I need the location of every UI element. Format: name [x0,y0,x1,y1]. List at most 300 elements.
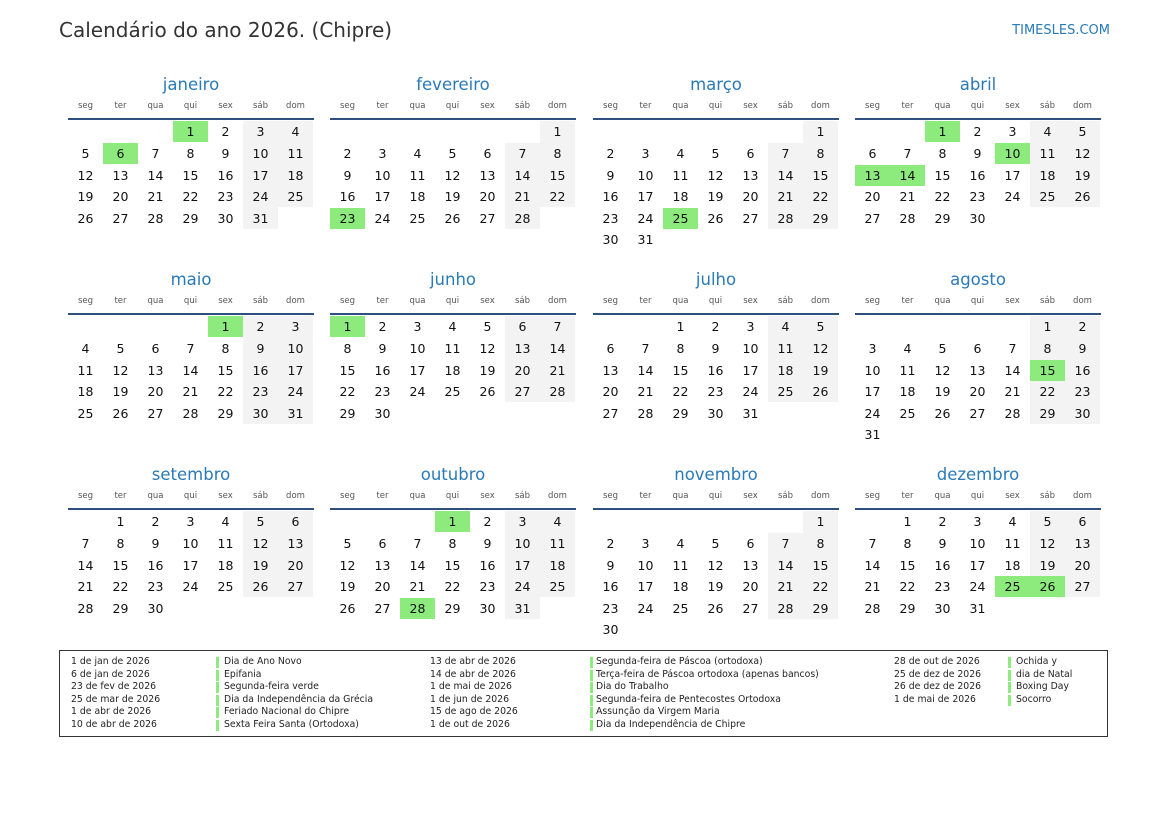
day-cell: 9 [606,167,615,183]
holiday-date: 15 de ago de 2026 [430,706,518,718]
day-cell: 3 [868,340,877,356]
day-cell: 29 [444,600,461,616]
weekday-label: sex [218,296,233,306]
day-cell: 22 [672,384,689,400]
weekday-header [68,294,314,308]
day-cell: 7 [781,145,790,161]
day-cell: 13 [969,362,986,378]
day-cell: 9 [221,145,230,161]
day-cell: 1 [1043,319,1052,335]
day-cell: 6 [746,535,755,551]
day-cell: 11 [409,167,426,183]
day-cell: 13 [479,167,496,183]
day-cell: 6 [606,340,615,356]
holiday-date: 1 de jan de 2026 [71,656,150,667]
weekday-label: dom [1073,101,1092,111]
day-cell: 21 [77,579,94,595]
day-cell: 29 [899,600,916,616]
day-cell: 15 [812,557,829,573]
month-days [855,511,1101,641]
weekday-label: seg [339,491,356,501]
holiday-day-cell: 1 [173,121,208,142]
day-cell: 15 [339,362,356,378]
day-cell: 10 [969,535,986,551]
holiday-color-marker [216,720,219,731]
weekday-label: ter [114,101,127,111]
month-divider [68,508,314,510]
weekday-label: sáb [252,101,269,111]
holiday-date: 23 de fev de 2026 [71,681,157,693]
month-days [68,316,314,446]
day-cell: 6 [291,514,300,530]
day-cell: 17 [514,557,531,573]
day-cell: 8 [903,535,912,551]
weekday-label: qui [183,296,198,306]
day-cell: 23 [969,189,986,205]
day-cell: 11 [287,145,304,161]
month-divider [855,118,1101,120]
day-cell: 10 [742,340,759,356]
holiday-date: 25 de mar de 2026 [71,693,161,705]
day-cell: 28 [182,405,199,421]
day-cell: 5 [256,514,265,530]
day-cell: 24 [1004,189,1021,205]
weekday-label: sáb [514,296,531,306]
weekday-label: ter [114,296,127,306]
weekday-label: seg [339,296,356,306]
day-cell: 12 [707,167,724,183]
day-cell: 17 [637,189,654,205]
weekday-label: seg [339,101,356,111]
day-cell: 18 [217,557,234,573]
day-cell: 30 [252,405,269,421]
day-cell: 20 [742,189,759,205]
weekday-header [593,489,839,503]
holiday-date: 14 de abr de 2026 [430,668,516,680]
weekday-header [593,294,839,308]
day-cell: 7 [1008,340,1017,356]
day-cell: 21 [899,189,916,205]
holiday-name: Feriado Nacional do Chipre [224,706,350,718]
day-cell: 12 [934,362,951,378]
day-cell: 5 [448,145,457,161]
day-cell: 13 [1074,535,1091,551]
day-cell: 22 [217,384,234,400]
day-cell: 14 [777,557,794,573]
day-cell: 21 [514,189,531,205]
day-cell: 26 [812,384,829,400]
day-cell: 30 [969,210,986,226]
day-cell: 2 [606,535,615,551]
day-cell: 10 [374,167,391,183]
day-cell: 27 [374,600,391,616]
month-days [330,316,576,446]
day-cell: 16 [252,362,269,378]
holiday-color-marker [590,695,593,706]
day-cell: 20 [112,189,129,205]
month-name: janeiro [162,75,220,94]
day-cell: 2 [938,514,947,530]
day-cell: 5 [1078,124,1087,140]
day-cell: 10 [864,362,881,378]
day-cell: 3 [256,124,265,140]
day-cell: 9 [256,340,265,356]
holiday-name: Dia da Independência da Grécia [224,693,374,705]
day-cell: 25 [1039,189,1056,205]
weekday-header [68,99,314,113]
day-cell: 2 [711,319,720,335]
weekday-label: qui [970,491,985,501]
holiday-day-cell: 25 [995,576,1030,597]
holiday-date: 1 de out de 2026 [430,718,510,730]
month-days [68,121,314,251]
day-cell: 9 [711,340,720,356]
day-cell: 21 [777,579,794,595]
day-cell: 7 [81,535,90,551]
day-cell: 17 [409,362,426,378]
day-cell: 12 [112,362,129,378]
day-cell: 7 [903,145,912,161]
day-cell: 17 [864,384,881,400]
weekday-header [855,489,1101,503]
holiday-color-marker [1008,657,1011,668]
day-cell: 3 [746,319,755,335]
day-cell: 2 [606,145,615,161]
weekday-label: dom [811,491,830,501]
weekday-label: sáb [777,491,794,501]
day-cell: 10 [409,340,426,356]
day-cell: 8 [343,340,352,356]
weekday-label: sáb [514,101,531,111]
month-name: outubro [420,465,486,484]
day-cell: 20 [514,362,531,378]
day-cell: 29 [182,210,199,226]
holiday-legend [59,650,1108,737]
holiday-color-marker [216,695,219,706]
day-cell: 30 [602,232,619,248]
holiday-name: Segunda-feira verde [224,681,319,693]
day-cell: 4 [448,319,457,335]
weekday-header [855,294,1101,308]
day-cell: 23 [147,579,164,595]
day-cell: 26 [934,405,951,421]
day-cell: 5 [483,319,492,335]
month-name: fevereiro [416,75,490,94]
day-cell: 30 [479,600,496,616]
day-cell: 2 [378,319,387,335]
day-cell: 1 [116,514,125,530]
day-cell: 9 [151,535,160,551]
day-cell: 12 [479,340,496,356]
weekday-label: sex [480,101,495,111]
day-cell: 13 [287,535,304,551]
month-name: abril [959,75,997,94]
day-cell: 11 [77,362,94,378]
day-cell: 10 [637,167,654,183]
day-cell: 11 [1004,535,1021,551]
holiday-name: Dia do Trabalho [596,681,669,693]
day-cell: 21 [777,189,794,205]
holiday-name: dia de Natal [1016,668,1073,680]
weekday-header [68,489,314,503]
holiday-name: Assunção da Virgem Maria [596,706,720,718]
site-link[interactable]: TIMESLES.COM [1012,23,1110,38]
day-cell: 8 [938,145,947,161]
weekday-label: qui [445,491,460,501]
day-cell: 5 [938,340,947,356]
day-cell: 16 [707,362,724,378]
day-cell: 19 [812,362,829,378]
holiday-date: 10 de abr de 2026 [71,718,157,730]
weekday-label: dom [548,101,567,111]
day-cell: 24 [252,189,269,205]
weekday-label: dom [811,296,830,306]
weekday-label: dom [286,296,305,306]
day-cell: 27 [864,210,881,226]
day-cell: 31 [252,210,269,226]
day-cell: 28 [1004,405,1021,421]
weekday-header [330,99,576,113]
day-cell: 12 [1039,535,1056,551]
holiday-day-cell: 10 [995,143,1030,164]
day-cell: 9 [378,340,387,356]
day-cell: 18 [1004,557,1021,573]
month-name: novembro [674,465,758,484]
day-cell: 25 [899,405,916,421]
day-cell: 22 [549,189,566,205]
day-cell: 24 [969,579,986,595]
day-cell: 3 [973,514,982,530]
day-cell: 6 [1078,514,1087,530]
weekday-label: ter [376,491,389,501]
day-cell: 14 [514,167,531,183]
day-cell: 5 [816,319,825,335]
weekday-label: qua [672,491,689,501]
day-cell: 1 [676,319,685,335]
day-cell: 24 [637,210,654,226]
holiday-name: Dia de Ano Novo [224,656,302,667]
day-cell: 26 [1074,189,1091,205]
weekday-label: qui [970,296,985,306]
weekday-label: seg [77,491,94,501]
day-cell: 8 [116,535,125,551]
weekday-label: qui [708,491,723,501]
month-days [855,121,1101,251]
day-cell: 1 [816,514,825,530]
day-cell: 14 [182,362,199,378]
day-cell: 29 [812,600,829,616]
holiday-color-marker [590,720,593,731]
weekday-label: qui [183,101,198,111]
day-cell: 19 [252,557,269,573]
holiday-date: 6 de jan de 2026 [71,668,150,680]
month-days [68,511,314,641]
day-cell: 3 [641,535,650,551]
day-cell: 4 [1008,514,1017,530]
day-cell: 11 [1039,145,1056,161]
weekday-label: dom [286,101,305,111]
day-cell: 17 [637,579,654,595]
day-cell: 24 [864,405,881,421]
month-name: setembro [151,465,231,484]
day-cell: 21 [147,189,164,205]
day-cell: 5 [711,535,720,551]
month-name: junho [429,270,477,289]
day-cell: 8 [221,340,230,356]
day-cell: 20 [479,189,496,205]
holiday-day-cell: 1 [330,316,365,337]
day-cell: 8 [676,340,685,356]
day-cell: 28 [777,210,794,226]
day-cell: 21 [182,384,199,400]
day-cell: 23 [1074,384,1091,400]
day-cell: 15 [444,557,461,573]
month-days [330,121,576,251]
day-cell: 26 [77,210,94,226]
day-cell: 31 [287,405,304,421]
weekday-label: sex [1005,491,1020,501]
day-cell: 18 [777,362,794,378]
holiday-color-marker [1008,670,1011,681]
weekday-label: ter [639,296,652,306]
day-cell: 14 [409,557,426,573]
day-cell: 18 [672,189,689,205]
day-cell: 4 [676,535,685,551]
day-cell: 10 [514,535,531,551]
day-cell: 14 [147,167,164,183]
month-divider [330,508,576,510]
day-cell: 6 [973,340,982,356]
holiday-day-cell: 25 [663,208,698,229]
day-cell: 11 [444,340,461,356]
day-cell: 15 [549,167,566,183]
holiday-day-cell: 28 [400,598,435,619]
weekday-label: qui [708,101,723,111]
day-cell: 27 [514,384,531,400]
weekday-label: qua [409,296,426,306]
weekday-label: sex [480,296,495,306]
day-cell: 19 [1039,557,1056,573]
day-cell: 23 [479,579,496,595]
day-cell: 19 [1074,167,1091,183]
day-cell: 3 [378,145,387,161]
weekday-label: dom [548,491,567,501]
day-cell: 4 [781,319,790,335]
month-divider [855,508,1101,510]
day-cell: 2 [483,514,492,530]
holiday-color-marker [216,707,219,718]
holiday-color-marker [216,682,219,693]
weekday-label: dom [548,296,567,306]
day-cell: 5 [81,145,90,161]
weekday-label: ter [376,101,389,111]
day-cell: 12 [812,340,829,356]
weekday-label: qua [934,491,951,501]
weekday-header [330,489,576,503]
day-cell: 29 [112,600,129,616]
day-cell: 15 [934,167,951,183]
day-cell: 8 [553,145,562,161]
day-cell: 21 [864,579,881,595]
weekday-label: sex [743,491,758,501]
day-cell: 22 [1039,384,1056,400]
day-cell: 13 [742,167,759,183]
holiday-date: 1 de mai de 2026 [430,681,512,693]
weekday-label: ter [639,491,652,501]
holiday-day-cell: 15 [1030,360,1065,381]
day-cell: 25 [777,384,794,400]
day-cell: 28 [77,600,94,616]
holiday-name: Dia da Independência de Chipre [596,718,746,730]
weekday-label: sex [1005,101,1020,111]
day-cell: 4 [553,514,562,530]
day-cell: 30 [217,210,234,226]
day-cell: 2 [256,319,265,335]
day-cell: 29 [217,405,234,421]
day-cell: 11 [899,362,916,378]
weekday-label: qua [934,296,951,306]
day-cell: 14 [549,340,566,356]
weekday-label: qui [183,491,198,501]
weekday-label: ter [639,101,652,111]
weekday-header [330,294,576,308]
holiday-day-cell: 13 [855,165,890,186]
holiday-day-cell: 23 [330,208,365,229]
day-cell: 16 [147,557,164,573]
day-cell: 14 [77,557,94,573]
day-cell: 18 [287,167,304,183]
day-cell: 31 [637,232,654,248]
day-cell: 26 [252,579,269,595]
day-cell: 21 [409,579,426,595]
holiday-name: Epifania [224,668,262,680]
day-cell: 10 [252,145,269,161]
day-cell: 18 [444,362,461,378]
weekday-label: seg [77,101,94,111]
weekday-header [593,99,839,113]
day-cell: 24 [287,384,304,400]
month-days [593,316,839,446]
day-cell: 26 [339,600,356,616]
day-cell: 27 [479,210,496,226]
day-cell: 6 [483,145,492,161]
day-cell: 27 [969,405,986,421]
day-cell: 9 [938,535,947,551]
day-cell: 20 [1074,557,1091,573]
day-cell: 28 [777,600,794,616]
day-cell: 12 [252,535,269,551]
day-cell: 19 [339,579,356,595]
day-cell: 18 [899,384,916,400]
day-cell: 2 [343,145,352,161]
weekday-header [855,99,1101,113]
day-cell: 31 [742,405,759,421]
day-cell: 30 [1074,405,1091,421]
day-cell: 6 [868,145,877,161]
holiday-day-cell: 1 [208,316,243,337]
day-cell: 12 [444,167,461,183]
day-cell: 23 [707,384,724,400]
day-cell: 26 [479,384,496,400]
day-cell: 1 [816,124,825,140]
day-cell: 16 [602,189,619,205]
day-cell: 23 [217,189,234,205]
month-name: dezembro [936,465,1020,484]
day-cell: 13 [374,557,391,573]
day-cell: 28 [864,600,881,616]
weekday-label: dom [1073,491,1092,501]
day-cell: 13 [514,340,531,356]
